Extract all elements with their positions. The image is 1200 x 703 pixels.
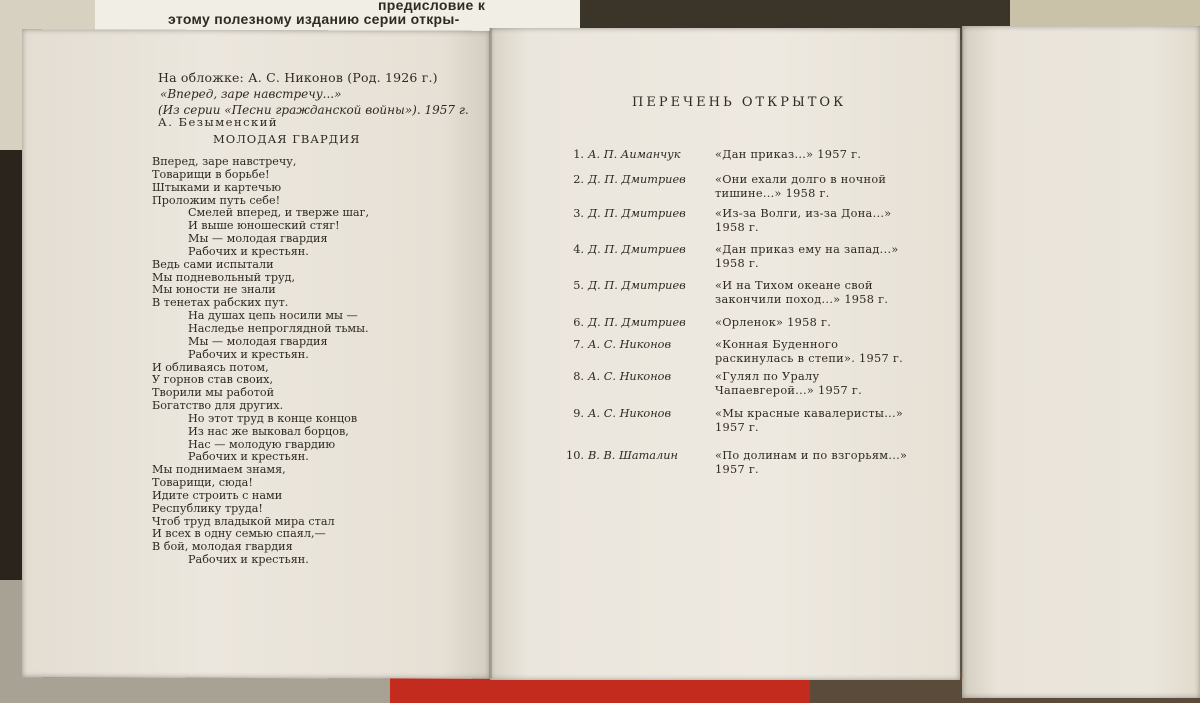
postcard-list-item — [560, 338, 930, 372]
item-title: «Они ехали долго в ночной тишине...» 1958 г. — [715, 173, 887, 200]
postcard-list-item — [560, 370, 930, 404]
item-title: «По долинам и по взгорьям...» 1957 г. — [715, 449, 908, 476]
poem-line: Республику труда! — [152, 501, 263, 515]
item-artist: Д. П. Дмитриев — [588, 316, 686, 329]
poem-line: Из нас же выковал борцов, — [188, 424, 349, 438]
postcard-list-item — [560, 207, 930, 241]
item-number: 3. — [573, 207, 584, 220]
poem-line: Идите строить с нами — [152, 488, 283, 502]
postcard-list-item — [560, 243, 930, 277]
poem-line: Рабочих и крестьян. — [188, 450, 309, 464]
cover-note-line: «Вперед, заре навстречу...» — [160, 87, 342, 101]
poem-line: И всех в одну семью спаял,— — [152, 527, 326, 541]
page-fold — [960, 28, 963, 678]
item-artist: Д. П. Дмитриев — [588, 207, 686, 220]
item-number: 9. — [573, 407, 584, 420]
poem-line: На душах цепь носили мы — — [188, 309, 358, 323]
item-title: «Из-за Волги, из-за Дона...» 1958 г. — [715, 207, 892, 234]
poem-line: Мы поднимаем знамя, — [152, 463, 286, 477]
poem-line: Творили мы работой — [152, 386, 275, 400]
item-number: 2. — [573, 173, 584, 186]
poem-line: Богатство для других. — [152, 399, 284, 413]
item-artist: А. С. Никонов — [588, 407, 672, 420]
postcard-list-item — [560, 449, 930, 483]
poem-line: Товарищи, сюда! — [152, 476, 253, 490]
item-artist: А. С. Никонов — [588, 338, 672, 351]
item-number: 5. — [573, 279, 584, 292]
poem-line: Смелей вперед, и тверже шаг, — [188, 206, 370, 220]
item-title: «Дан приказ ему на запад...» 1958 г. — [715, 243, 899, 270]
item-title: «Конная Буденного раскинулась в степи». 1957 г. — [715, 338, 903, 365]
poem-line: В бой, молодая гвардия — [152, 540, 293, 554]
cover-note-line: (Из серии «Песни гражданской войны»). 1957 г. — [158, 103, 469, 117]
poem-line: В тенетах рабских пут. — [152, 296, 289, 310]
poem-title: МОЛОДАЯ ГВАРДИЯ — [213, 132, 361, 146]
item-artist: В. В. Шаталин — [588, 449, 678, 462]
item-number: 1. — [573, 148, 584, 161]
poem-line: Вперед, заре навстречу, — [152, 155, 297, 168]
item-title: «Гулял по Уралу Чапаевгерой...» 1957 г. — [715, 370, 862, 397]
poem-line: Чтоб труд владыкой мира стал — [152, 514, 335, 528]
booklet-right-page — [962, 26, 1200, 698]
poem-line: Мы — молодая гвардия — [188, 334, 328, 348]
item-artist: А. С. Никонов — [588, 370, 672, 383]
poem-line: Рабочих и крестьян. — [188, 553, 309, 567]
cover-note-line: На обложке: А. С. Никонов (Род. 1926 г.) — [158, 70, 438, 85]
page-fold — [489, 28, 492, 678]
poem-line: Ведь сами испытали — [152, 257, 274, 271]
poem-text — [152, 156, 369, 567]
item-title: «Дан приказ...» 1957 г. — [715, 148, 862, 161]
poem-line: Мы юности не знали — [152, 283, 276, 297]
item-artist: Д. П. Дмитриев — [588, 243, 686, 256]
cover-note — [158, 70, 469, 118]
poem-line: Проложим путь себе! — [152, 193, 281, 207]
postcard-list-item — [560, 407, 930, 441]
poem-author: А. Безыменский — [158, 115, 279, 129]
poem-line: Мы — молодая гвардия — [188, 232, 328, 246]
item-number: 10. — [566, 449, 584, 462]
item-artist: Д. П. Дмитриев — [588, 279, 686, 292]
poem-line: И выше юношеский стяг! — [188, 219, 340, 233]
poem-line: Наследье непроглядной тьмы. — [188, 321, 369, 335]
item-title: «Мы красные кавалеристы...» 1957 г. — [715, 407, 904, 434]
poem-line: Но этот труд в конце концов — [188, 411, 358, 425]
item-title: «Орленок» 1958 г. — [715, 316, 832, 329]
poem-line: Нас — молодую гвардию — [188, 437, 336, 451]
postcard-list-item — [560, 279, 930, 313]
postcard-list-item — [560, 173, 930, 207]
poem-line: И обливаясь потом, — [152, 360, 269, 374]
item-number: 6. — [573, 316, 584, 329]
list-title: ПЕРЕЧЕНЬ ОТКРЫТОК — [632, 95, 847, 110]
item-number: 8. — [573, 370, 584, 383]
poem-line: Рабочих и крестьян. — [188, 244, 309, 258]
item-artist: Д. П. Дмитриев — [588, 173, 686, 186]
item-number: 4. — [573, 243, 584, 256]
poem-line: Мы подневольный труд, — [152, 270, 296, 284]
item-number: 7. — [573, 338, 584, 351]
poem-line: У горнов став своих, — [152, 373, 274, 387]
item-title: «И на Тихом океане свой закончили поход...» 1958 г. — [715, 279, 889, 306]
poem-line: Штыками и картечью — [152, 180, 282, 194]
poem-line: Рабочих и крестьян. — [188, 347, 309, 361]
poem-line: Товарищи в борьбе! — [152, 167, 270, 181]
item-artist: А. П. Аиманчук — [588, 148, 681, 161]
